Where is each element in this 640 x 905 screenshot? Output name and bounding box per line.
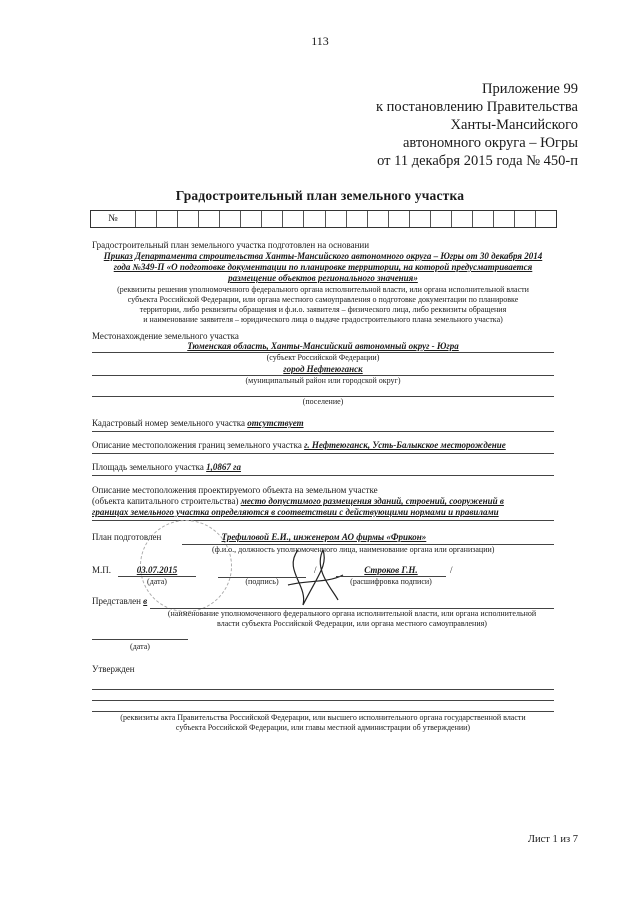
sheet-counter: Лист 1 из 7 xyxy=(527,834,578,845)
area-line xyxy=(92,474,554,476)
sep: / xyxy=(450,565,453,575)
boundaries-value: г. Нефтеюганск, Усть-Балыкское месторождение xyxy=(304,440,506,450)
area-value: 1,0867 га xyxy=(206,462,241,472)
plan-number-boxes xyxy=(90,210,557,228)
appendix-line: автономного округа – Югры xyxy=(402,135,578,151)
location-city: город Нефтеюганск xyxy=(92,364,554,376)
area-field xyxy=(92,462,241,473)
decode-hint: (расшифровка подписи) xyxy=(350,577,432,586)
presented-date-line xyxy=(92,638,188,640)
approved-hint: (реквизиты акта Правительства Российской Федерации, или высшего исполнительного органа государственной власти xyxy=(120,713,526,722)
presented-field xyxy=(92,596,147,607)
sign-hint: (подпись) xyxy=(245,577,279,586)
appendix-block xyxy=(376,80,578,170)
cadastral-line xyxy=(92,430,554,432)
boundaries-field xyxy=(92,440,506,451)
object-value-line: границах земельного участка определяются в соответствии с действующими нормами и правилами xyxy=(92,507,499,517)
subject-hint: (субъект Российской Федерации) xyxy=(266,353,380,362)
prepared-label: План подготовлен xyxy=(92,532,162,542)
basis-hint: территории, либо реквизиты обращения и ф.и.о. заявителя – физического лица, либо реквизиты обращения xyxy=(139,305,507,314)
sep: / xyxy=(314,565,317,575)
basis-order-line: Приказ Департамента строительства Ханты-Мансийского автономного округа – Югры от 30 декабря 2014 xyxy=(103,251,543,261)
mp-label: М.П. xyxy=(92,565,112,575)
presented-date-hint: (дата) xyxy=(130,642,150,651)
basis-label: Градостроительный план земельного участка подготовлен на основании xyxy=(92,240,370,250)
presented-label: Представлен xyxy=(92,596,141,606)
prepared-hint: (ф.и.о., должность уполномоченного лица, наименование органа или организации) xyxy=(212,545,495,554)
approved-line xyxy=(92,688,554,690)
basis-order-line: размещение объектов регионального значения» xyxy=(228,273,418,283)
basis-hint: (реквизиты решения уполномоченного федерального органа исполнительной власти, или органа исполнительной власти xyxy=(117,285,529,294)
object-label2: (объекта капитального строительства) xyxy=(92,496,239,506)
appendix-line: от 11 декабря 2015 года № 450-п xyxy=(377,153,578,169)
approved-line xyxy=(92,710,554,712)
district-hint: (муниципальный район или городской округ) xyxy=(245,376,401,385)
date-hint: (дата) xyxy=(147,577,167,586)
object-line xyxy=(92,519,554,521)
presented-hint: власти субъекта Российской Федерации, или органа местного самоуправления) xyxy=(217,619,487,628)
cadastral-label: Кадастровый номер земельного участка xyxy=(92,418,245,428)
basis-hint: субъекта Российской Федерации, или органа местного самоуправления о подготовке документации по планировке xyxy=(127,295,519,304)
number-label: № xyxy=(108,213,118,224)
object-value: место допустимого размещения зданий, строений, сооружений в xyxy=(240,496,504,506)
approved-hint: субъекта Российской Федерации, или главы местной администрации об утверждении) xyxy=(175,723,471,732)
object-field xyxy=(92,496,562,507)
approved-label: Утвержден xyxy=(92,664,135,674)
basis-hint: и наименование заявителя – юридического лица о выдаче градостроительного плана земельного участка) xyxy=(143,315,503,324)
prepared-value: Трефиловой Е.И., инженером АО фирмы «Фрикон» xyxy=(221,532,427,542)
presented-hint: (наименование уполномоченного федерального органа исполнительной власти, или органа исполнительной xyxy=(167,609,537,618)
appendix-line: к постановлению Правительства xyxy=(376,99,578,115)
boundaries-line xyxy=(92,452,554,454)
appendix-line: Ханты-Мансийского xyxy=(450,117,578,133)
presented-value: в xyxy=(143,596,148,606)
area-label: Площадь земельного участка xyxy=(92,462,204,472)
approved-line xyxy=(92,699,554,701)
appendix-line: Приложение 99 xyxy=(482,81,578,97)
page-number: 113 xyxy=(311,34,329,48)
prepared-field xyxy=(92,532,562,543)
cadastral-field xyxy=(92,418,304,429)
object-label: Описание местоположения проектируемого объекта на земельном участке xyxy=(92,485,378,495)
location-subject: Тюменская область, Ханты-Мансийский автономный округ - Югра xyxy=(92,341,554,353)
settlement-hint: (поселение) xyxy=(302,397,344,406)
cadastral-value: отсутствует xyxy=(247,418,304,428)
basis-order-line: года №349-П «О подготовке документации по планировке территории, на которой предусматривается xyxy=(113,262,533,272)
signature-decode: Строков Г.Н. xyxy=(336,565,446,577)
boundaries-label: Описание местоположения границ земельного участка xyxy=(92,440,302,450)
document-title: Градостроительный план земельного участка xyxy=(175,188,465,203)
prepared-date: 03.07.2015 xyxy=(118,565,196,577)
location-label: Местонахождение земельного участка xyxy=(92,331,239,341)
